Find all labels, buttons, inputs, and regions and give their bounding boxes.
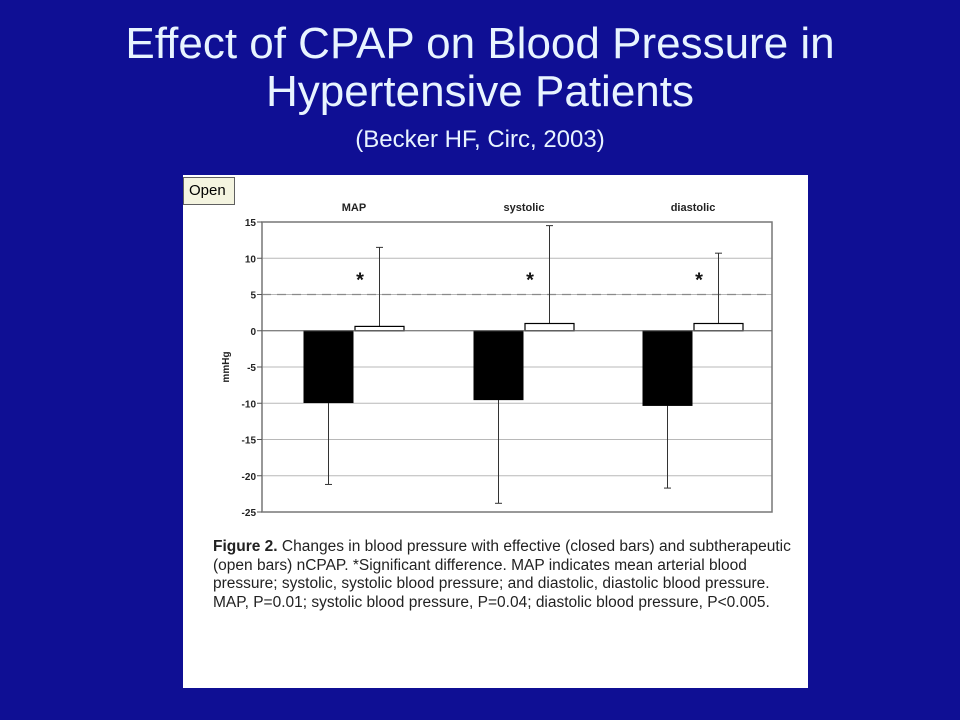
significance-mark: * xyxy=(526,269,534,292)
y-tick-label: 0 xyxy=(250,326,256,338)
bar-open xyxy=(525,324,574,331)
significance-mark: * xyxy=(695,269,703,292)
category-label: systolic xyxy=(503,202,545,214)
y-tick-label: 5 xyxy=(250,290,256,302)
y-tick-label: -5 xyxy=(247,363,256,374)
bar-chart xyxy=(183,175,808,530)
bar-closed xyxy=(643,331,692,406)
y-tick-label: 15 xyxy=(244,218,256,229)
figure-label: Figure 2. xyxy=(213,538,278,555)
y-tick-label: 10 xyxy=(244,254,256,266)
slide-citation: (Becker HF, Circ, 2003) xyxy=(355,126,605,153)
y-axis-label: mmHg xyxy=(221,351,232,383)
bar-open xyxy=(694,324,743,331)
caption-text: Changes in blood pressure with effective (closed bars) and subtherapeutic (open bars) nCPAP. *Significant difference. MAP indicates mean arterial blood pressure; systolic, systolic blood pressure; and diastolic, diastolic blood pressure. MAP, P=0.01; systolic blood pressure, P=0.04; diastolic blood pressure, P<0.005. xyxy=(213,538,791,611)
bar-closed xyxy=(474,331,523,400)
category-label: MAP xyxy=(341,202,367,214)
y-tick-label: -15 xyxy=(241,435,256,447)
y-tick-label: -20 xyxy=(241,471,256,483)
figure-caption xyxy=(213,538,793,612)
significance-mark: * xyxy=(356,269,364,292)
bar-open xyxy=(355,326,404,330)
y-tick-label: -10 xyxy=(241,399,256,411)
category-label: diastolic xyxy=(670,202,716,214)
slide-title: Effect of CPAP on Blood Pressure in Hypertensive Patients xyxy=(125,19,835,116)
bar-closed xyxy=(304,331,353,403)
y-tick-label: -25 xyxy=(241,508,256,519)
open-button[interactable]: Open xyxy=(183,177,235,205)
